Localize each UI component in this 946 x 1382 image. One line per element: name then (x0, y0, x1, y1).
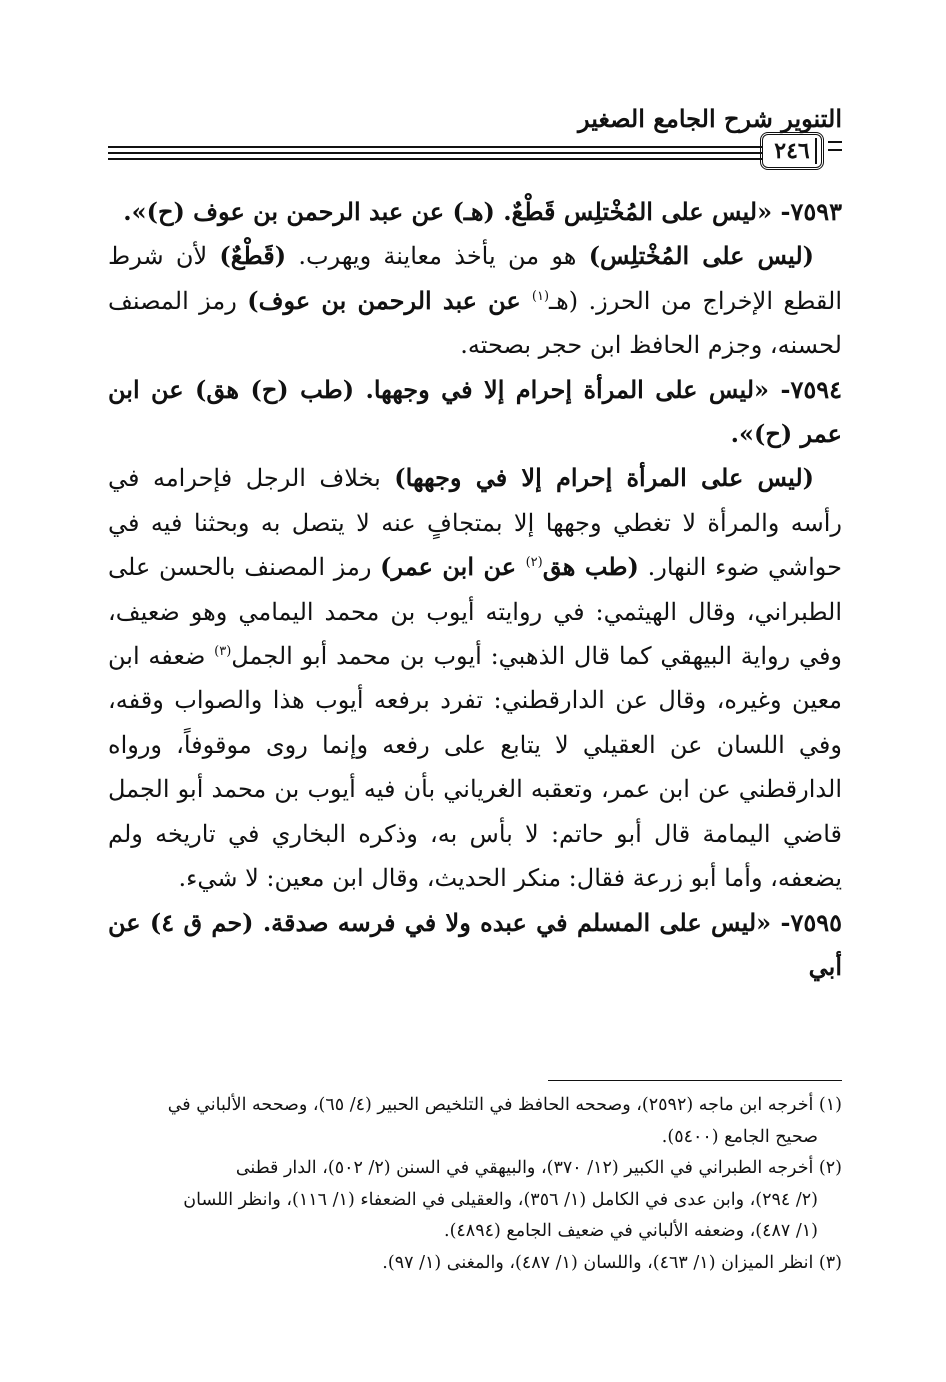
hadith-number: ٧٥٩٥- (780, 907, 842, 937)
commentary-text: لأن شرط القطع الإخراج من الحرز. (هـ (108, 242, 842, 315)
footnote-1-cont (108, 1122, 842, 1154)
footnote-1 (108, 1090, 842, 1122)
footnotes (108, 1090, 842, 1279)
footnote-text: صحيح الجامع (٥٤٠٠). (661, 1126, 818, 1147)
hadith-7594 (108, 368, 842, 457)
quoted-phrase: عن عبد الرحمن بن عوف) (247, 285, 532, 315)
commentary-text: هو من يأخذ معاينة ويهرب. (286, 242, 589, 271)
commentary-7594 (108, 456, 842, 900)
commentary-text: ضعفه ابن معين وغيره، وقال عن الدارقطني: تفرد برفعه أيوب هذا والصواب وقفه، وفي اللسان عن العقيلي لا يتابع على رفعه وإنما روى موقوفاً، ورواه الدارقطني عن ابن عمر، وتعقبه الغرياني بأن فيه أيوب بن محمد أبو الجمل قاضي اليمامة قال أبو حاتم: لا بأس به، وذكره البخاري في تاريخه ولم يضعفه، وأما أبو زرعة فقال: منكر الحديث، وقال ابن معين: لا شيء. (108, 642, 842, 893)
footnote-3 (108, 1248, 842, 1280)
footnote-text: (٢/ ٢٩٤)، وابن عدى في الكامل (١/ ٣٥٦)، والعقيلى في الضعفاء (١/ ١١٦)، وانظر اللسان (183, 1189, 818, 1210)
footnote-separator (548, 1080, 842, 1081)
page-number: ٢٤٦ (760, 132, 824, 170)
footnote-text: (١/ ٤٨٧)، وضعفه الألباني في ضعيف الجامع (٤٨٩٤). (444, 1221, 818, 1241)
header-rule (108, 152, 762, 154)
quoted-phrase: (قَطْعٌ) (219, 241, 287, 271)
footnote-2 (108, 1153, 842, 1185)
commentary-7593 (108, 234, 842, 367)
footnote-text: (٢) أخرجه الطبراني في الكبير (١٢/ ٣٧٠)، والبيهقي في السنن (٢/ ٥٠٢)، الدار قطنى (235, 1158, 842, 1178)
commentary-text: رمز المصنف بالحسن على الطبراني، وقال الهيثمي: في روايته أيوب بن محمد اليمامي وهو ضعيف، وفي رواية البيهقي كما قال الذهبي: أيوب بن محمد أبو الجمل (108, 553, 843, 671)
quoted-phrase: (ليس على المُخْتلِس) (588, 241, 814, 271)
footnote-2-cont (108, 1185, 842, 1217)
footnote-text: (١) أخرجه ابن ماجه (٢٥٩٢)، وصححه الحافظ في التلخيص الحبير (٤/ ٦٥)، وصححه الألباني في (167, 1095, 842, 1115)
hadith-7593 (108, 190, 842, 234)
hadith-text: «ليس على المسلم في عبده ولا في فرسه صدقة. (حم ق ٤) عن أبي (108, 907, 842, 981)
footnote-ref-3[interactable]: (٣) (214, 644, 232, 660)
footnote-ref-1[interactable]: (١) (531, 288, 550, 304)
hadith-number: ٧٥٩٣- (780, 197, 842, 226)
quoted-phrase: (ليس على المرأة إحرام إلا في وجهها) (394, 463, 814, 493)
commentary-text: رمز المصنف لحسنه، وجزم الحافظ ابن حجر بصحته. (108, 286, 842, 360)
footnote-text: (٣) انظر الميزان (١/ ٤٦٣)، واللسان (١/ ٤٨٧)، والمغنى (١/ ٩٧). (382, 1252, 842, 1273)
hadith-text: «ليس على المرأة إحرام إلا في وجهها. (طب (ح) هق) عن ابن عمر (ح)». (108, 374, 842, 449)
hadith-number: ٧٥٩٤- (780, 374, 842, 404)
main-text (108, 190, 842, 989)
commentary-text: بخلاف الرجل فإحرامه في رأسه والمرأة لا تغطي وجهها إلا بمتجافٍ عنه لا يتصل به وبحثنا فيه في حواشي ضوء النهار. (108, 464, 842, 582)
running-header-title: التنوير شرح الجامع الصغير (578, 104, 842, 133)
hadith-text: «ليس على المُخْتلِس قَطْعٌ. (هـ) عن عبد الرحمن بن عوف (ح)». (123, 197, 773, 226)
header-rule (108, 146, 762, 148)
hadith-7595 (108, 901, 842, 990)
quoted-phrase: عن ابن عمر) (380, 552, 526, 582)
quoted-phrase: (طب هق (542, 552, 639, 582)
footnote-ref-2[interactable]: (٢) (525, 555, 543, 571)
header-ornament (828, 141, 842, 151)
header-rule (108, 158, 762, 160)
footnote-2-cont (108, 1216, 842, 1248)
